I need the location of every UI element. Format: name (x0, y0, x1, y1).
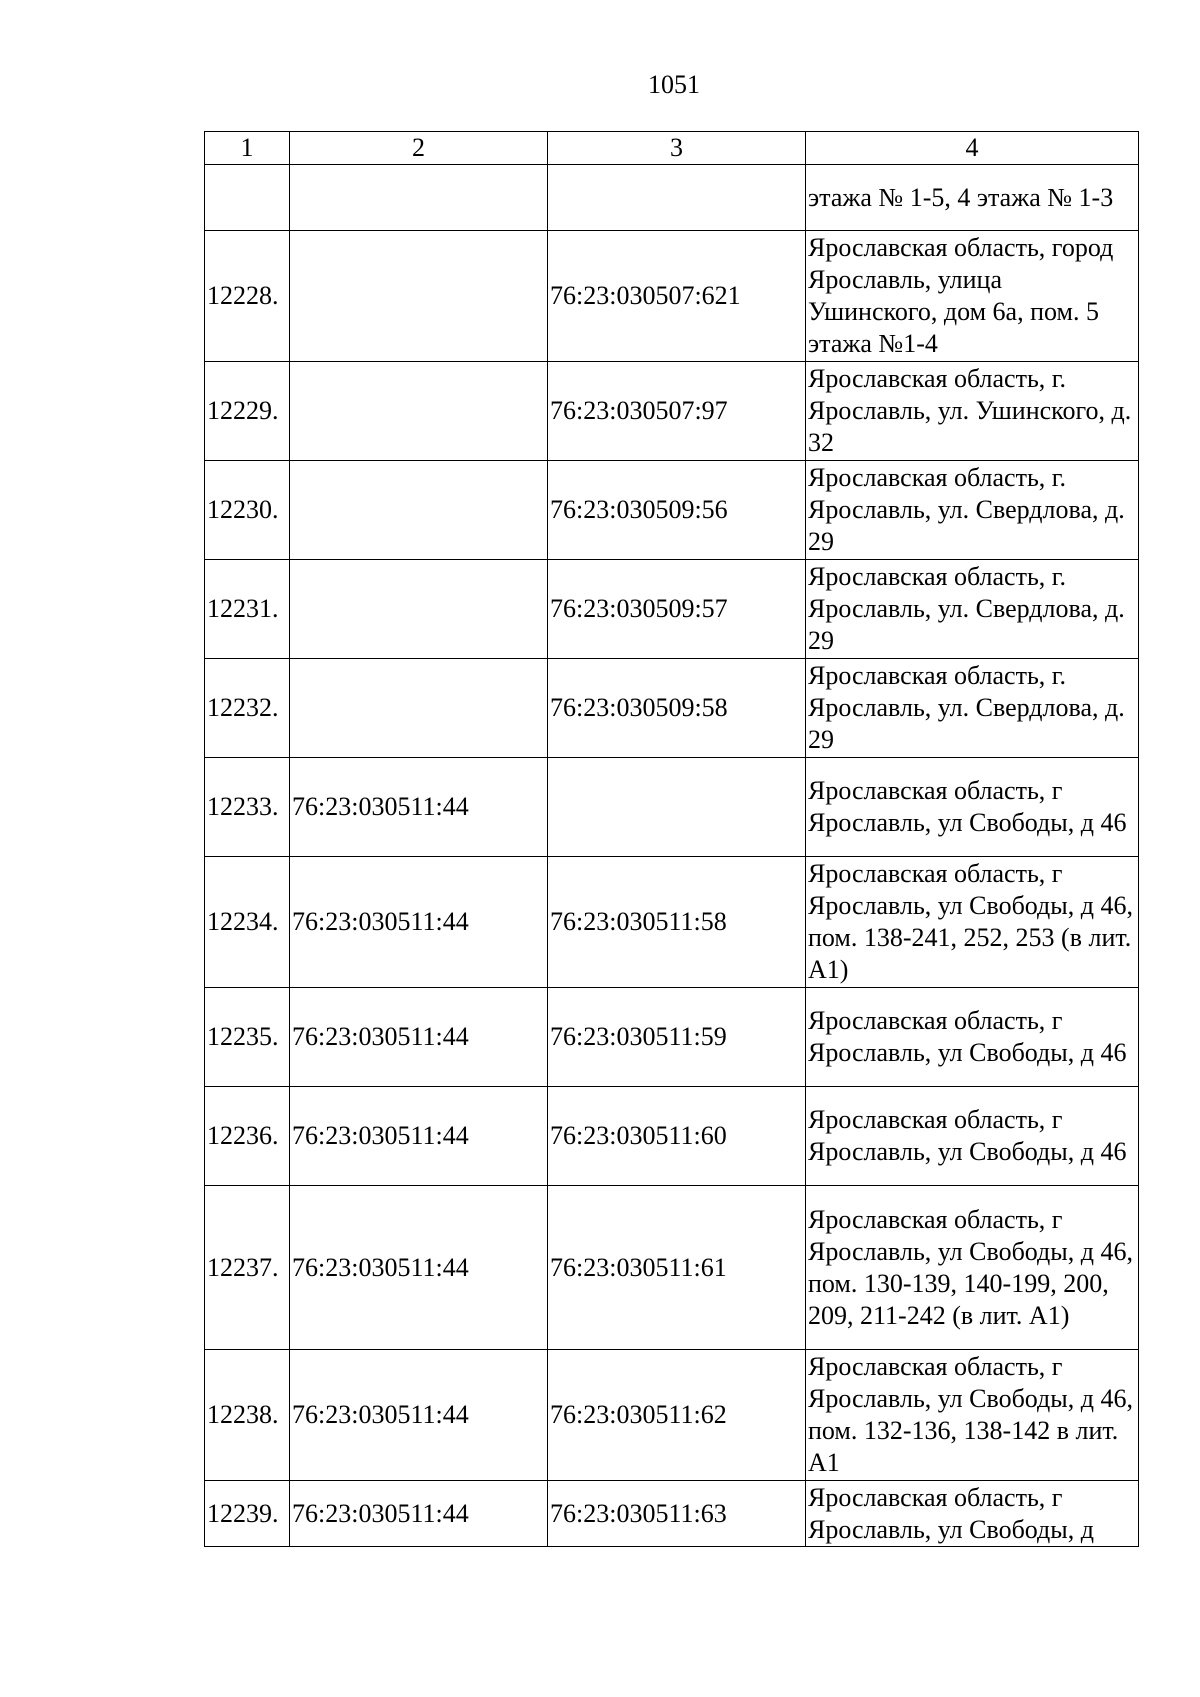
address-cell: Ярославская область, г. Ярославль, ул. Ушинского, д. 32 (806, 362, 1139, 461)
cadastral-number-3-cell: 76:23:030511:63 (548, 1481, 806, 1547)
row-number-cell: 12239. (205, 1481, 290, 1547)
page-number (0, 70, 1200, 100)
address-cell: Ярославская область, г Ярославль, ул Свободы, д 46 (806, 988, 1139, 1087)
address-cell: Ярославская область, г Ярославль, ул Свободы, д 46, пом. 138-241, 252, 253 (в лит. А1) (806, 857, 1139, 988)
table-row (205, 1186, 1139, 1350)
row-number-cell: 12234. (205, 857, 290, 988)
cadastral-number-3-cell: 76:23:030511:58 (548, 857, 806, 988)
address-cell: этажа № 1-5, 4 этажа № 1-3 (806, 165, 1139, 231)
row-number-cell: 12228. (205, 231, 290, 362)
column-header-4: 4 (806, 132, 1139, 165)
page-number-text: 1051 (648, 70, 700, 99)
cadastral-number-2-cell: 76:23:030511:44 (290, 857, 548, 988)
row-number-cell: 12237. (205, 1186, 290, 1350)
cadastral-number-3-cell: 76:23:030509:56 (548, 461, 806, 560)
cadastral-number-3-cell: 76:23:030507:97 (548, 362, 806, 461)
row-number-cell: 12233. (205, 758, 290, 857)
address-cell: Ярославская область, г Ярославль, ул Свободы, д 46, пом. 130-139, 140-199, 200, 209, 211-242 (в лит. А1) (806, 1186, 1139, 1350)
address-cell: Ярославская область, г. Ярославль, ул. Свердлова, д. 29 (806, 461, 1139, 560)
address-cell: Ярославская область, г Ярославль, ул Свободы, д 46 (806, 1087, 1139, 1186)
table-row (205, 1481, 1139, 1547)
cadastral-number-2-cell (290, 231, 548, 362)
cadastral-number-3-cell (548, 165, 806, 231)
cadastral-number-2-cell (290, 165, 548, 231)
address-cell: Ярославская область, г Ярославль, ул Свободы, д (806, 1481, 1139, 1547)
cadastral-number-3-cell: 76:23:030509:58 (548, 659, 806, 758)
table-row (205, 857, 1139, 988)
cadastral-number-3-cell: 76:23:030509:57 (548, 560, 806, 659)
column-header-2: 2 (290, 132, 548, 165)
table-row (205, 1087, 1139, 1186)
row-number-cell (205, 165, 290, 231)
cadastral-number-3-cell: 76:23:030511:59 (548, 988, 806, 1087)
row-number-cell: 12231. (205, 560, 290, 659)
address-cell: Ярославская область, г. Ярославль, ул. Свердлова, д. 29 (806, 560, 1139, 659)
address-cell: Ярославская область, г Ярославль, ул Свободы, д 46, пом. 132-136, 138-142 в лит. А1 (806, 1350, 1139, 1481)
cadastral-number-3-cell: 76:23:030511:62 (548, 1350, 806, 1481)
table-header-row (205, 132, 1139, 165)
cadastral-number-2-cell (290, 362, 548, 461)
table-row (205, 165, 1139, 231)
address-cell: Ярославская область, г Ярославль, ул Свободы, д 46 (806, 758, 1139, 857)
table-row (205, 758, 1139, 857)
table-body (205, 165, 1139, 1547)
row-number-cell: 12236. (205, 1087, 290, 1186)
cadastral-number-2-cell: 76:23:030511:44 (290, 1087, 548, 1186)
cadastral-number-2-cell (290, 560, 548, 659)
cadastral-number-2-cell: 76:23:030511:44 (290, 758, 548, 857)
cadastral-number-3-cell: 76:23:030507:621 (548, 231, 806, 362)
address-cell: Ярославская область, г. Ярославль, ул. Свердлова, д. 29 (806, 659, 1139, 758)
table-row (205, 560, 1139, 659)
column-header-1: 1 (205, 132, 290, 165)
registry-table (204, 131, 1139, 1547)
cadastral-number-2-cell: 76:23:030511:44 (290, 1186, 548, 1350)
table-row (205, 231, 1139, 362)
cadastral-number-2-cell: 76:23:030511:44 (290, 1481, 548, 1547)
column-header-3: 3 (548, 132, 806, 165)
cadastral-number-2-cell: 76:23:030511:44 (290, 1350, 548, 1481)
cadastral-number-2-cell (290, 461, 548, 560)
cadastral-number-2-cell: 76:23:030511:44 (290, 988, 548, 1087)
row-number-cell: 12229. (205, 362, 290, 461)
table-row (205, 659, 1139, 758)
cadastral-number-3-cell: 76:23:030511:60 (548, 1087, 806, 1186)
table-row (205, 1350, 1139, 1481)
row-number-cell: 12235. (205, 988, 290, 1087)
address-cell: Ярославская область, город Ярославль, улица Ушинского, дом 6а, пом. 5 этажа №1-4 (806, 231, 1139, 362)
table-row (205, 461, 1139, 560)
row-number-cell: 12230. (205, 461, 290, 560)
row-number-cell: 12232. (205, 659, 290, 758)
cadastral-number-2-cell (290, 659, 548, 758)
table-row (205, 988, 1139, 1087)
row-number-cell: 12238. (205, 1350, 290, 1481)
cadastral-number-3-cell (548, 758, 806, 857)
cadastral-number-3-cell: 76:23:030511:61 (548, 1186, 806, 1350)
table-row (205, 362, 1139, 461)
